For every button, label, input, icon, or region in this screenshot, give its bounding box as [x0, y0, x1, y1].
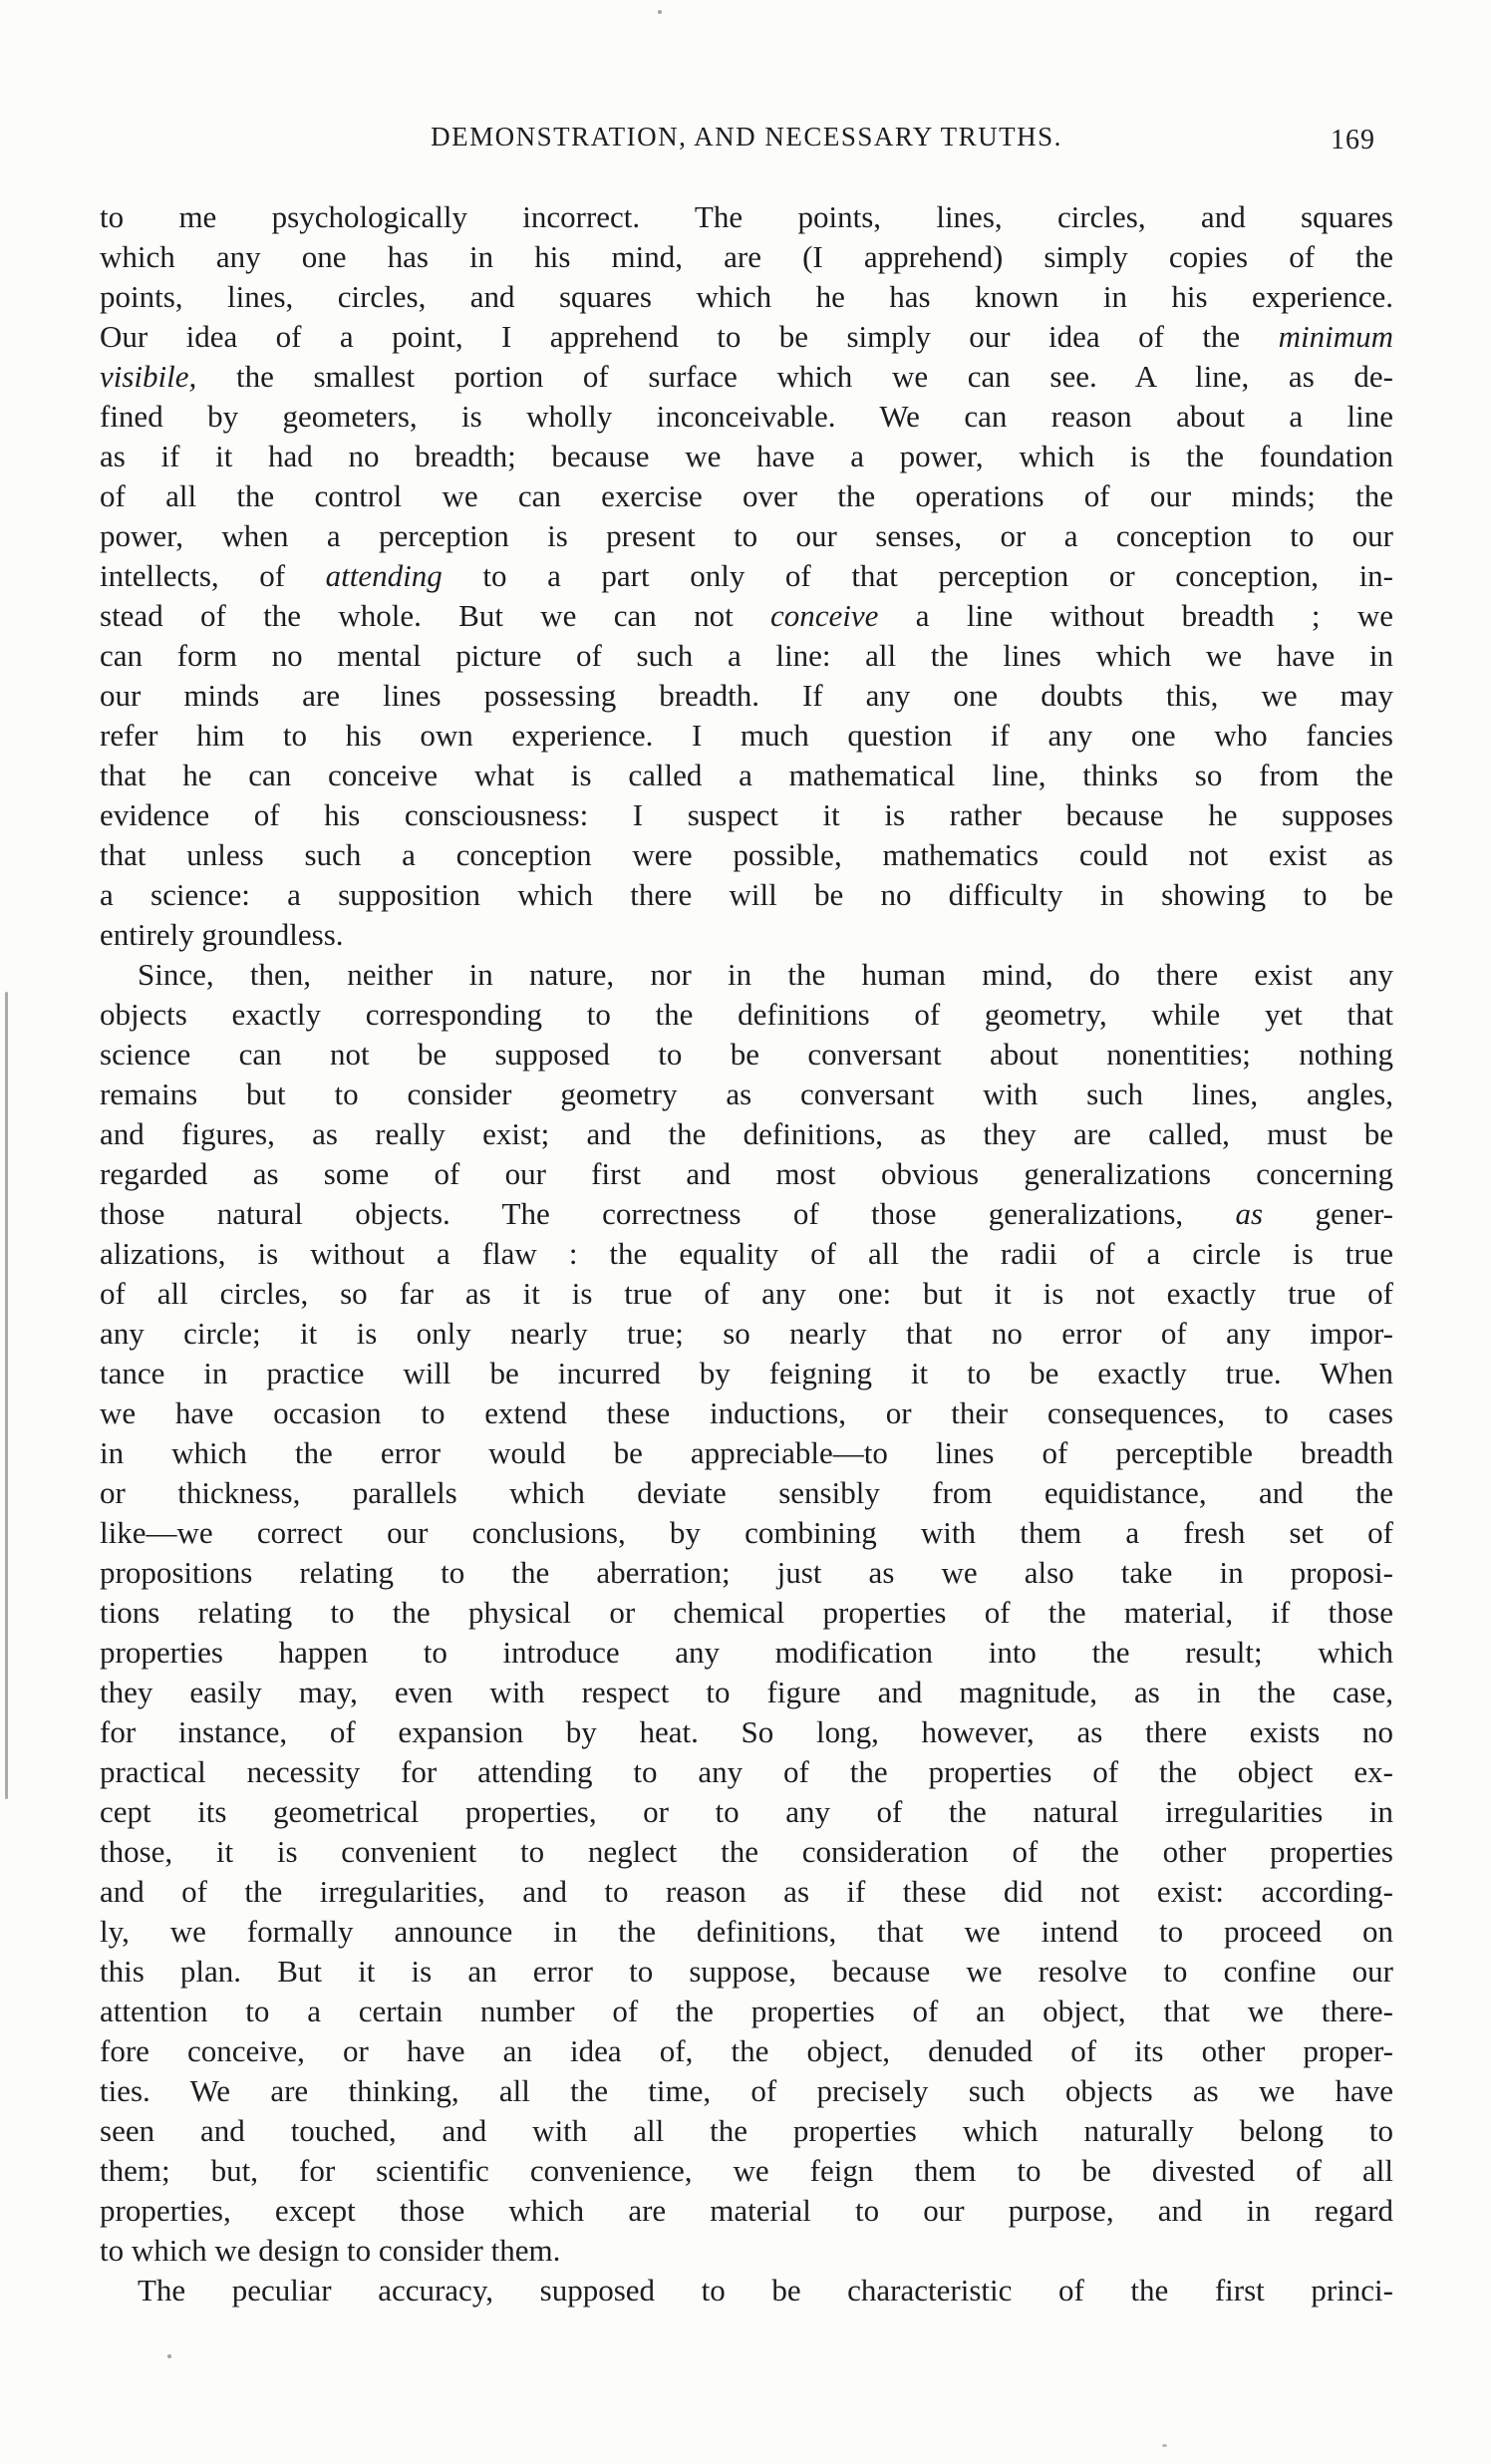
- text-line: to which we design to consider them.: [100, 2233, 561, 2268]
- text-line: this plan. But it is an error to suppose, because we resolve to confine our: [100, 1954, 1393, 1989]
- text-line: properties, except those which are material to our purpose, and in regard: [100, 2193, 1393, 2228]
- page-number: 169: [1331, 125, 1375, 155]
- text-line: or thickness, parallels which deviate sensibly from equidistance, and the: [100, 1475, 1393, 1510]
- text-line: like—we correct our conclusions, by combining with them a fresh set of: [100, 1515, 1393, 1550]
- text-line: our minds are lines possessing breadth. If any one doubts this, we may: [100, 678, 1393, 713]
- text-line: objects exactly corresponding to the definitions of geometry, while yet that: [100, 997, 1393, 1032]
- text-line: ties. We are thinking, all the time, of precisely such objects as we have: [100, 2073, 1393, 2108]
- text-line: they easily may, even with respect to figure and magnitude, as in the case,: [100, 1675, 1393, 1709]
- text-line: and of the irregularities, and to reason as if these did not exist: according-: [100, 1874, 1393, 1909]
- text-line: ly, we formally announce in the definitions, that we intend to proceed on: [100, 1914, 1393, 1949]
- text-line: for instance, of expansion by heat. So long, however, as there exists no: [100, 1714, 1393, 1749]
- text-line: Since, then, neither in nature, nor in the human mind, do there exist any: [138, 957, 1393, 992]
- running-head-title: DEMONSTRATION, AND NECESSARY TRUTHS.: [431, 122, 1062, 152]
- text-line: any circle; it is only nearly true; so nearly that no error of any impor-: [100, 1316, 1393, 1351]
- text-line: remains but to consider geometry as conversant with such lines, angles,: [100, 1077, 1393, 1111]
- text-line: visibile, the smallest portion of surface which we can see. A line, as de-: [100, 359, 1393, 394]
- text-line: refer him to his own experience. I much question if any one who fancies: [100, 718, 1393, 753]
- scan-artifact: [167, 2354, 171, 2358]
- text-line: them; but, for scientific convenience, we feign them to be divested of all: [100, 2153, 1393, 2188]
- text-line: evidence of his consciousness: I suspect it is rather because he supposes: [100, 797, 1393, 832]
- scan-artifact: [5, 992, 8, 1799]
- text-line: cept its geometrical properties, or to any of the natural irregularities in: [100, 1794, 1393, 1829]
- scan-artifact: [658, 10, 662, 14]
- text-line: and figures, as really exist; and the definitions, as they are called, must be: [100, 1116, 1393, 1151]
- page-body: [100, 197, 1393, 2310]
- text-line: which any one has in his mind, are (I apprehend) simply copies of the: [100, 239, 1393, 274]
- text-line: power, when a perception is present to our senses, or a conception to our: [100, 518, 1393, 553]
- text-line: seen and touched, and with all the properties which naturally belong to: [100, 2113, 1393, 2148]
- text-line: that he can conceive what is called a mathematical line, thinks so from the: [100, 758, 1393, 792]
- text-line: fore conceive, or have an idea of, the object, denuded of its other proper-: [100, 2033, 1393, 2068]
- text-line: Our idea of a point, I apprehend to be simply our idea of the minimum: [100, 319, 1393, 354]
- text-line: propositions relating to the aberration; just as we also take in proposi-: [100, 1555, 1393, 1590]
- text-line: entirely groundless.: [100, 917, 344, 952]
- paragraph: [100, 2271, 1393, 2310]
- text-line: as if it had no breadth; because we have a power, which is the foundation: [100, 439, 1393, 473]
- text-line: can form no mental picture of such a line: all the lines which we have in: [100, 638, 1393, 673]
- paragraph: [100, 955, 1393, 2271]
- text-line: tions relating to the physical or chemical properties of the material, if those: [100, 1595, 1393, 1630]
- page-header: [100, 122, 1393, 157]
- page-content: [100, 122, 1393, 2310]
- text-line: of all the control we can exercise over the operations of our minds; the: [100, 478, 1393, 513]
- text-line: fined by geometers, is wholly inconceivable. We can reason about a line: [100, 399, 1393, 434]
- text-line: properties happen to introduce any modification into the result; which: [100, 1635, 1393, 1670]
- text-line: a science: a supposition which there will be no difficulty in showing to be: [100, 877, 1393, 912]
- paragraph: [100, 197, 1393, 955]
- text-line: science can not be supposed to be conversant about nonentities; nothing: [100, 1037, 1393, 1072]
- text-line: we have occasion to extend these inductions, or their consequences, to cases: [100, 1395, 1393, 1430]
- text-line: that unless such a conception were possible, mathematics could not exist as: [100, 837, 1393, 872]
- text-line: stead of the whole. But we can not conceive a line without breadth ; we: [100, 598, 1394, 633]
- text-line: points, lines, circles, and squares which he has known in his experience.: [100, 279, 1393, 314]
- text-line: practical necessity for attending to any of the properties of the object ex-: [100, 1754, 1393, 1789]
- text-line: intellects, of attending to a part only of that perception or conception, in-: [100, 558, 1394, 593]
- scan-artifact: [1162, 2444, 1167, 2447]
- text-line: The peculiar accuracy, supposed to be characteristic of the first princi-: [138, 2273, 1393, 2308]
- text-line: tance in practice will be incurred by feigning it to be exactly true. When: [100, 1356, 1393, 1390]
- text-line: those, it is convenient to neglect the consideration of the other properties: [100, 1834, 1393, 1869]
- text-line: regarded as some of our first and most obvious generalizations concerning: [100, 1156, 1393, 1191]
- text-line: attention to a certain number of the properties of an object, that we there-: [100, 1994, 1393, 2028]
- text-line: of all circles, so far as it is true of any one: but it is not exactly true of: [100, 1276, 1393, 1311]
- text-line: those natural objects. The correctness of those generalizations, as gener-: [100, 1196, 1393, 1231]
- text-line: to me psychologically incorrect. The points, lines, circles, and squares: [100, 199, 1393, 234]
- text-line: in which the error would be appreciable—to lines of perceptible breadth: [100, 1435, 1393, 1470]
- text-line: alizations, is without a flaw : the equality of all the radii of a circle is true: [100, 1236, 1393, 1271]
